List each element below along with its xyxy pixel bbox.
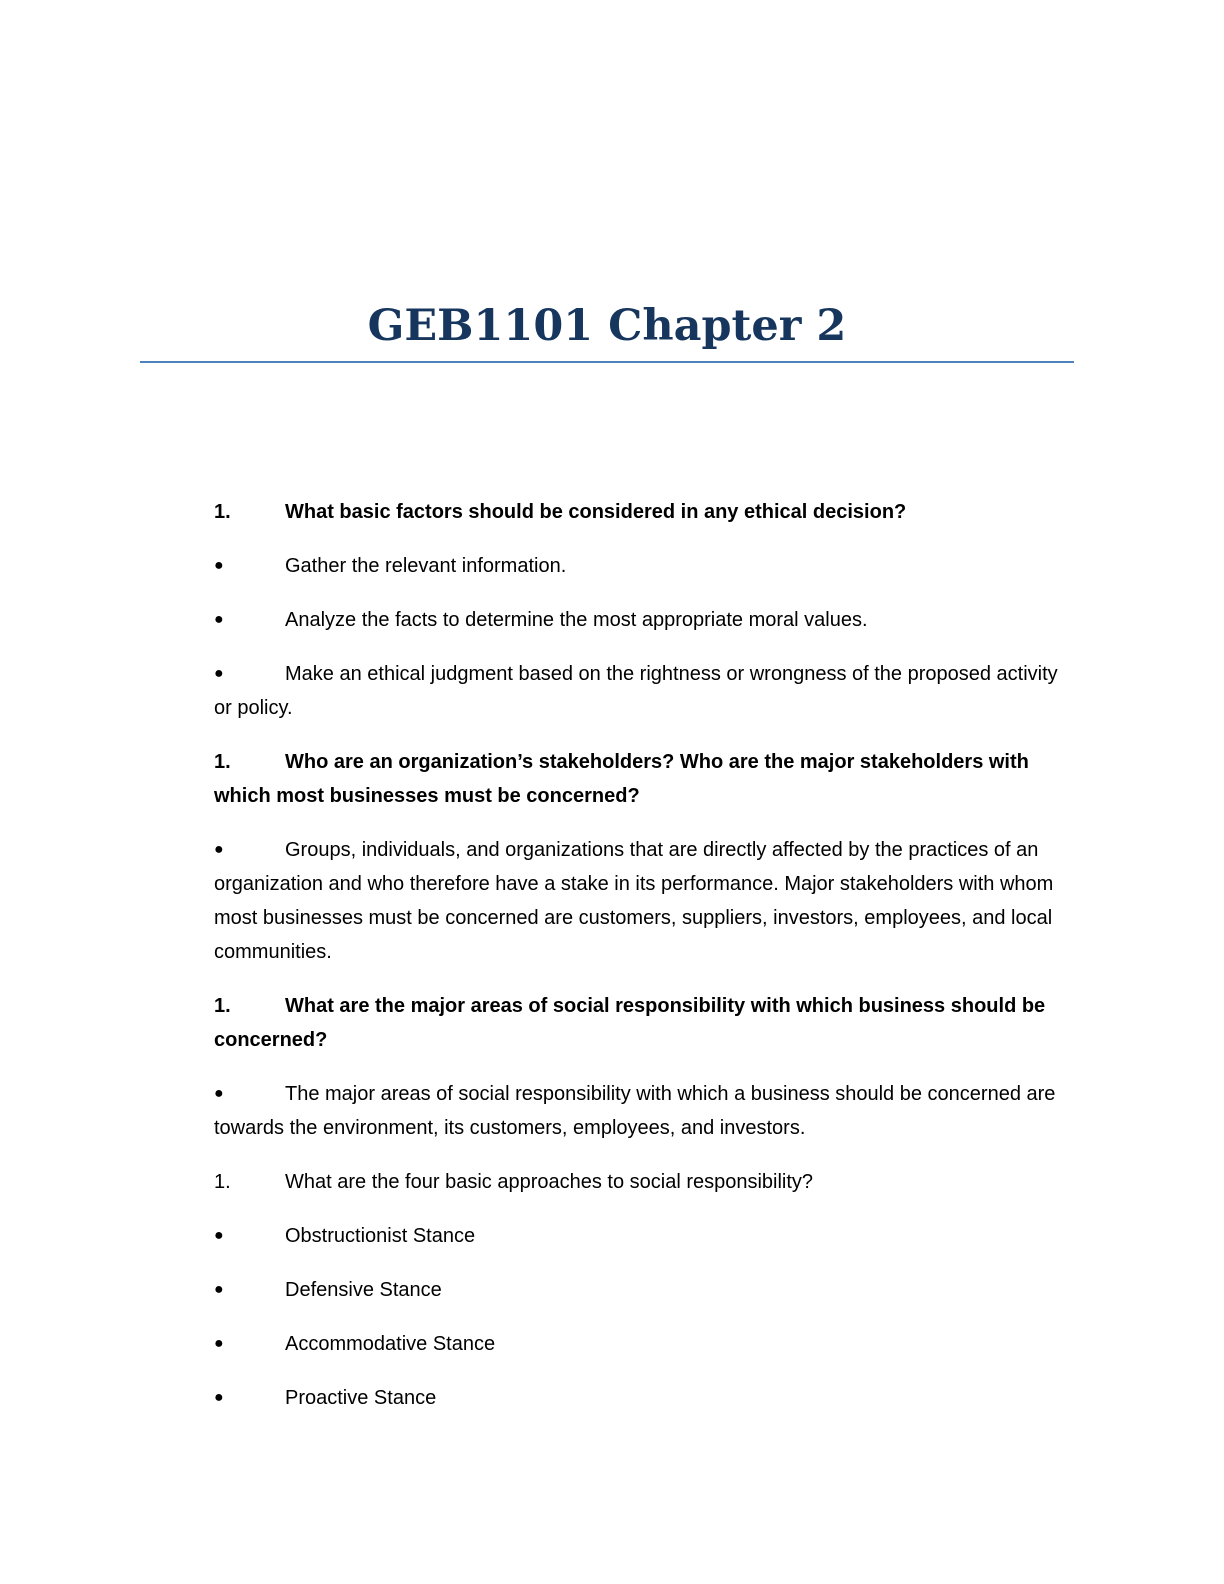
question-3 bbox=[214, 989, 1074, 1057]
question-number: 1. bbox=[214, 751, 231, 773]
document-title: GEB1101 Chapter 2 bbox=[367, 301, 847, 351]
bullet-icon: ● bbox=[214, 1335, 224, 1352]
question-2 bbox=[214, 745, 1074, 813]
question-1 bbox=[214, 495, 1074, 529]
bullet-icon: ● bbox=[214, 1281, 224, 1298]
answer-bullet bbox=[214, 549, 1074, 583]
document-body bbox=[214, 495, 1074, 1435]
question-number: 1. bbox=[214, 1171, 231, 1193]
question-text: Who are an organization’s stakeholders? Who are the major stakeholders with which most businesses must be concerned? bbox=[214, 751, 1029, 807]
answer-text: Accommodative Stance bbox=[285, 1333, 496, 1355]
answer-text: Groups, individuals, and organizations that are directly affected by the practices of an organization and who therefore have a stake in its performance. Major stakeholders with whom most businesses must be concerned are customers, suppliers, investors, employees, and local communities. bbox=[214, 839, 1054, 963]
title-underline-rule bbox=[140, 361, 1074, 363]
bullet-icon: ● bbox=[214, 1389, 224, 1406]
bullet-icon: ● bbox=[214, 841, 224, 858]
bullet-icon: ● bbox=[214, 557, 224, 574]
answer-text: Gather the relevant information. bbox=[285, 555, 567, 577]
question-4 bbox=[214, 1165, 1074, 1199]
answer-text: Analyze the facts to determine the most appropriate moral values. bbox=[285, 609, 868, 631]
answer-bullet bbox=[214, 833, 1074, 969]
answer-bullet bbox=[214, 603, 1074, 637]
answer-bullet bbox=[214, 1219, 1074, 1253]
answer-bullet bbox=[214, 1077, 1074, 1145]
answer-bullet bbox=[214, 1327, 1074, 1361]
question-text: What are the major areas of social responsibility with which business should be concerned? bbox=[214, 995, 1046, 1051]
answer-bullet bbox=[214, 657, 1074, 725]
answer-bullet bbox=[214, 1273, 1074, 1307]
question-text: What are the four basic approaches to social responsibility? bbox=[285, 1171, 814, 1193]
answer-text: Make an ethical judgment based on the rightness or wrongness of the proposed activity or policy. bbox=[214, 663, 1058, 719]
question-number: 1. bbox=[214, 995, 231, 1017]
bullet-icon: ● bbox=[214, 611, 224, 628]
answer-bullet bbox=[214, 1381, 1074, 1415]
answer-text: The major areas of social responsibility with which a business should be concerned are towards the environment, its customers, employees, and investors. bbox=[214, 1083, 1056, 1139]
bullet-icon: ● bbox=[214, 665, 224, 682]
question-text: What basic factors should be considered in any ethical decision? bbox=[285, 501, 907, 523]
answer-text: Defensive Stance bbox=[285, 1279, 442, 1301]
bullet-icon: ● bbox=[214, 1085, 224, 1102]
bullet-icon: ● bbox=[214, 1227, 224, 1244]
question-number: 1. bbox=[214, 501, 231, 523]
answer-text: Proactive Stance bbox=[285, 1387, 437, 1409]
answer-text: Obstructionist Stance bbox=[285, 1225, 476, 1247]
